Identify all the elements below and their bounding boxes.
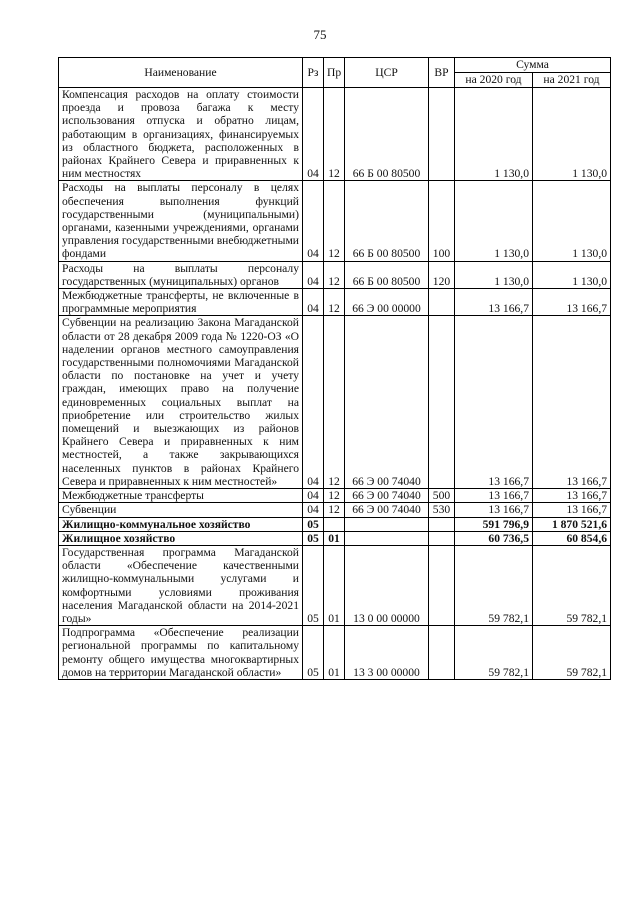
row-csr: 66 Э 00 74040 xyxy=(345,503,429,517)
row-rz: 04 xyxy=(303,316,324,489)
row-amount-2021: 13 166,7 xyxy=(533,503,611,517)
row-amount-2020: 13 166,7 xyxy=(455,289,533,316)
row-amount-2020: 13 166,7 xyxy=(455,316,533,489)
row-amount-2020: 60 736,5 xyxy=(455,531,533,545)
row-vr xyxy=(429,626,455,680)
row-rz: 04 xyxy=(303,181,324,261)
row-name: Межбюджетные трансферты xyxy=(59,489,303,503)
row-rz: 04 xyxy=(303,88,324,181)
row-csr: 13 3 00 00000 xyxy=(345,626,429,680)
row-vr xyxy=(429,531,455,545)
table-row xyxy=(59,88,611,181)
row-csr: 66 Б 00 80500 xyxy=(345,181,429,261)
row-name: Жилищно-коммунальное хозяйство xyxy=(59,517,303,531)
row-amount-2021: 60 854,6 xyxy=(533,531,611,545)
row-amount-2020: 59 782,1 xyxy=(455,626,533,680)
page-number: 75 xyxy=(313,27,327,42)
row-pr: 12 xyxy=(324,289,345,316)
row-rz: 04 xyxy=(303,261,324,288)
row-vr: 120 xyxy=(429,261,455,288)
table-body xyxy=(59,88,611,680)
row-pr: 01 xyxy=(324,531,345,545)
row-name: Расходы на выплаты персоналу государственных (муниципальных) органов xyxy=(59,261,303,288)
row-pr: 01 xyxy=(324,545,345,625)
row-csr: 66 Б 00 80500 xyxy=(345,88,429,181)
header-year-2020: на 2020 год xyxy=(455,73,533,88)
row-name: Жилищное хозяйство xyxy=(59,531,303,545)
budget-table xyxy=(58,57,611,680)
table-row xyxy=(59,531,611,545)
row-pr: 12 xyxy=(324,261,345,288)
header-pr: Пр xyxy=(324,58,345,88)
row-amount-2020: 591 796,9 xyxy=(455,517,533,531)
table-row xyxy=(59,626,611,680)
row-rz: 05 xyxy=(303,531,324,545)
row-amount-2020: 1 130,0 xyxy=(455,88,533,181)
row-pr: 12 xyxy=(324,316,345,489)
row-pr: 12 xyxy=(324,181,345,261)
row-amount-2020: 59 782,1 xyxy=(455,545,533,625)
row-amount-2021: 1 870 521,6 xyxy=(533,517,611,531)
row-pr: 12 xyxy=(324,88,345,181)
row-name: Межбюджетные трансферты, не включенные в программные мероприятия xyxy=(59,289,303,316)
row-csr: 13 0 00 00000 xyxy=(345,545,429,625)
row-amount-2021: 13 166,7 xyxy=(533,289,611,316)
header-year-2021: на 2021 год xyxy=(533,73,611,88)
table-row xyxy=(59,517,611,531)
row-amount-2021: 1 130,0 xyxy=(533,181,611,261)
header-sum: Сумма xyxy=(455,58,611,73)
row-amount-2021: 13 166,7 xyxy=(533,489,611,503)
row-amount-2021: 1 130,0 xyxy=(533,261,611,288)
header-vr: ВР xyxy=(429,58,455,88)
table-row xyxy=(59,489,611,503)
header-name: Наименование xyxy=(59,58,303,88)
row-name: Подпрограмма «Обеспечение реализации региональной программы по капитальному ремонту общего имущества многоквартирных домов на территории Магаданской области» xyxy=(59,626,303,680)
row-vr xyxy=(429,545,455,625)
row-amount-2020: 1 130,0 xyxy=(455,261,533,288)
row-amount-2020: 1 130,0 xyxy=(455,181,533,261)
row-rz: 04 xyxy=(303,503,324,517)
row-vr: 530 xyxy=(429,503,455,517)
table-row xyxy=(59,545,611,625)
row-amount-2021: 1 130,0 xyxy=(533,88,611,181)
row-name: Расходы на выплаты персоналу в целях обеспечения выполнения функций государственными (муниципальными) органами, казенными учреждениями, органами управления государственными внебюджетными фондами xyxy=(59,181,303,261)
row-pr: 12 xyxy=(324,503,345,517)
table-row xyxy=(59,261,611,288)
row-csr: 66 Э 00 00000 xyxy=(345,289,429,316)
row-vr xyxy=(429,88,455,181)
row-rz: 05 xyxy=(303,626,324,680)
row-amount-2021: 59 782,1 xyxy=(533,545,611,625)
row-amount-2021: 13 166,7 xyxy=(533,316,611,489)
row-vr xyxy=(429,316,455,489)
table-row xyxy=(59,503,611,517)
row-name: Субвенции xyxy=(59,503,303,517)
row-rz: 05 xyxy=(303,517,324,531)
row-vr xyxy=(429,289,455,316)
row-pr: 12 xyxy=(324,489,345,503)
table-row xyxy=(59,316,611,489)
header-rz: Рз xyxy=(303,58,324,88)
row-csr: 66 Э 00 74040 xyxy=(345,316,429,489)
table-row xyxy=(59,289,611,316)
row-csr xyxy=(345,531,429,545)
row-csr xyxy=(345,517,429,531)
row-csr: 66 Э 00 74040 xyxy=(345,489,429,503)
row-csr: 66 Б 00 80500 xyxy=(345,261,429,288)
row-name: Государственная программа Магаданской области «Обеспечение качественными жилищно-коммунальными услугами и комфортными условиями проживания населения Магаданской области на 2014-2021 годы» xyxy=(59,545,303,625)
row-amount-2020: 13 166,7 xyxy=(455,489,533,503)
row-vr xyxy=(429,517,455,531)
row-amount-2021: 59 782,1 xyxy=(533,626,611,680)
row-pr xyxy=(324,517,345,531)
row-pr: 01 xyxy=(324,626,345,680)
row-name: Субвенции на реализацию Закона Магаданской области от 28 декабря 2009 года № 1220-ОЗ «О наделении органов местного самоуправления государственными полномочиями Магаданской области по постановке на учет и учету граждан, имеющих право на получение единовременных социальных выплат на приобретение или строительство жилых помещений и выезжающих из районов Крайнего Севера и приравненных к ним местностей, а также закрывающихся населенных пунктов в районах Крайнего Севера и приравненных к ним местностей» xyxy=(59,316,303,489)
table-row xyxy=(59,181,611,261)
row-rz: 05 xyxy=(303,545,324,625)
row-amount-2020: 13 166,7 xyxy=(455,503,533,517)
row-rz: 04 xyxy=(303,489,324,503)
row-rz: 04 xyxy=(303,289,324,316)
row-name: Компенсация расходов на оплату стоимости проезда и провоза багажа к месту использования отпуска и обратно лицам, работающим в организациях, финансируемых из областного бюджета, расположенных в районах Крайнего Севера и приравненных к ним местностях xyxy=(59,88,303,181)
row-vr: 500 xyxy=(429,489,455,503)
row-vr: 100 xyxy=(429,181,455,261)
header-csr: ЦСР xyxy=(345,58,429,88)
